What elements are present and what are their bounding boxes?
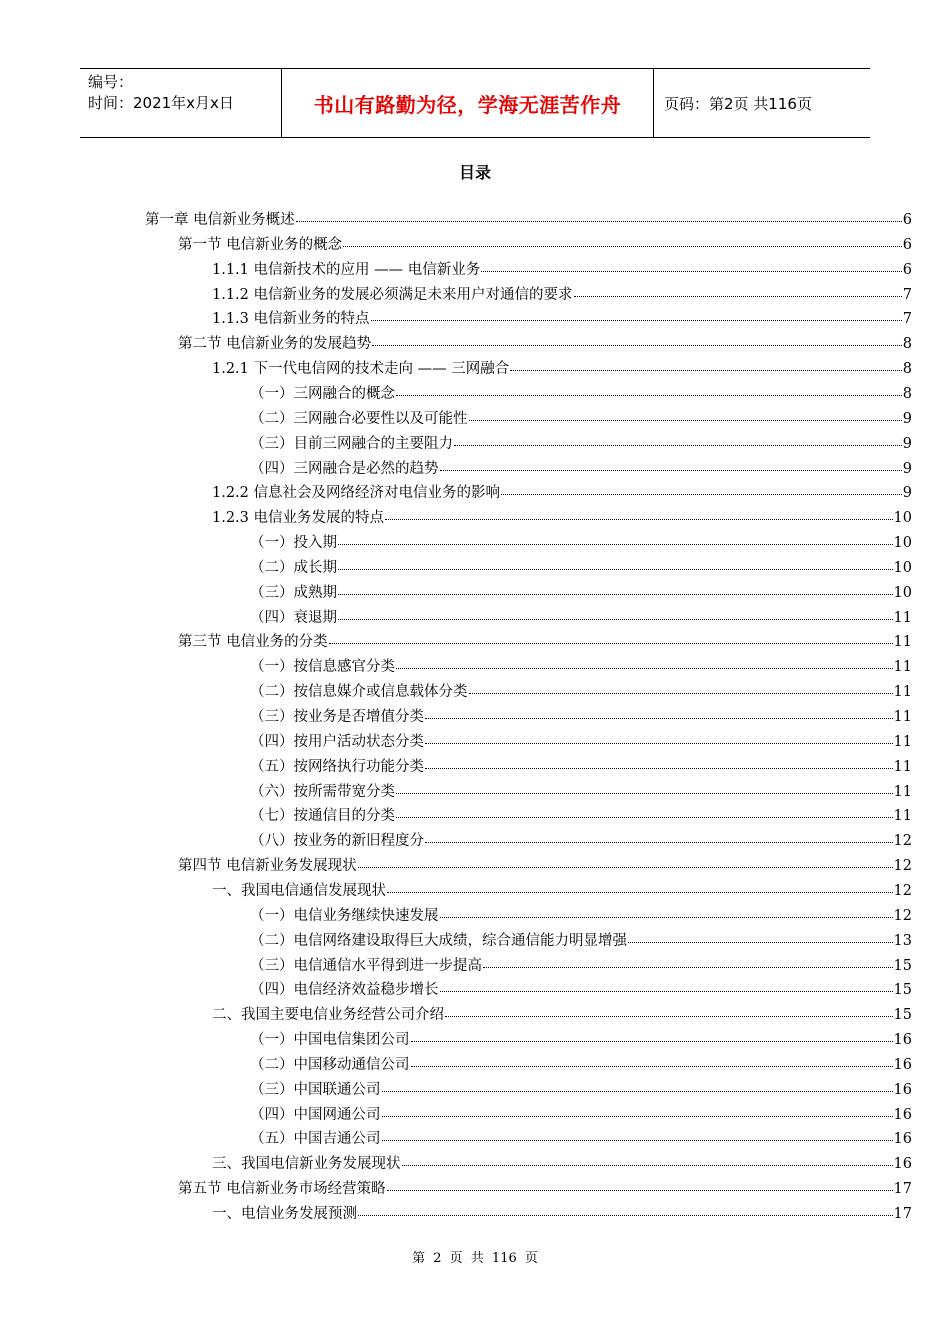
toc-entry-page: 16	[893, 1156, 912, 1173]
toc-entry-page: 12	[893, 858, 912, 875]
toc-entry[interactable]	[212, 283, 912, 308]
toc-leader-dots	[469, 420, 902, 421]
toc-leader-dots	[425, 718, 893, 719]
toc-entry-title: 第四节 电信新业务发展现状	[178, 858, 357, 875]
toc-entry-page: 10	[893, 584, 912, 601]
toc-entry-title: 1.2.3 电信业务发展的特点	[212, 510, 385, 527]
toc-leader-dots	[425, 842, 893, 843]
toc-entry-page: 9	[902, 460, 912, 477]
toc-leader-dots	[628, 942, 893, 943]
toc-entry[interactable]	[212, 506, 912, 531]
toc-entry[interactable]	[250, 978, 912, 1003]
header-page-info: 页码：第2页 共116页	[664, 94, 812, 113]
toc-entry-title: （一）电信业务继续快速发展	[250, 907, 439, 924]
toc-entry[interactable]	[178, 854, 912, 879]
toc-entry-page: 17	[893, 1206, 912, 1222]
toc-leader-dots	[425, 768, 893, 769]
toc-entry[interactable]	[250, 730, 912, 755]
toc-entry[interactable]	[145, 208, 912, 233]
toc-entry-title: 第三节 电信业务的分类	[178, 634, 328, 651]
toc-entry[interactable]	[250, 829, 912, 854]
toc-entry-page: 11	[893, 684, 912, 701]
toc-leader-dots	[396, 395, 902, 396]
toc-entry-page: 6	[902, 261, 912, 278]
toc-entry-page: 11	[893, 659, 912, 676]
toc-entry-title: 1.2.1 下一代电信网的技术走向 —— 三网融合	[212, 361, 510, 378]
toc-entry-title: 1.2.2 信息社会及网络经济对电信业务的影响	[212, 485, 501, 502]
toc-entry-title: （七）按通信目的分类	[250, 808, 395, 825]
toc-entry[interactable]	[250, 1053, 912, 1078]
header-motto: 书山有路勤为径，学海无涯苦作舟	[282, 69, 654, 137]
toc-entry[interactable]	[250, 407, 912, 432]
toc-entry-title: （二）按信息媒介或信息载体分类	[250, 684, 468, 701]
toc-entry-page: 15	[893, 957, 912, 974]
toc-entry-title: （三）中国联通公司	[250, 1081, 381, 1098]
toc-entry[interactable]	[250, 904, 912, 929]
toc-entry[interactable]	[250, 655, 912, 680]
toc-entry[interactable]	[178, 1177, 912, 1202]
toc-entry-title: （五）中国吉通公司	[250, 1131, 381, 1148]
toc-entry-page: 11	[893, 808, 912, 825]
toc-entry-title: 一、电信业务发展预测	[212, 1206, 357, 1222]
toc-entry-page: 7	[902, 311, 912, 328]
toc-entry[interactable]	[250, 1078, 912, 1103]
toc-entry-title: （四）按用户活动状态分类	[250, 733, 424, 750]
toc-entry[interactable]	[250, 705, 912, 730]
toc-entry-title: （三）按业务是否增值分类	[250, 709, 424, 725]
toc-leader-dots	[329, 643, 893, 644]
toc-entry-title: （四）中国网通公司	[250, 1106, 381, 1123]
toc-leader-dots	[396, 817, 893, 818]
toc-entry-title: 第一节 电信新业务的概念	[178, 236, 343, 253]
toc-entry-title: （四）电信经济效益稳步增长	[250, 982, 439, 999]
toc-entry-title: （二）三网融合必要性以及可能性	[250, 410, 468, 427]
toc-entry[interactable]	[250, 581, 912, 606]
toc-entry-title: （三）成熟期	[250, 584, 337, 601]
toc-leader-dots	[338, 569, 893, 570]
toc-entry-title: （三）电信通信水平得到进一步提高	[250, 957, 482, 974]
toc-entry-page: 12	[893, 907, 912, 924]
toc-entry-page: 17	[893, 1181, 912, 1198]
toc-entry[interactable]	[250, 1127, 912, 1152]
toc-leader-dots	[402, 1165, 893, 1166]
toc-leader-dots	[343, 246, 902, 247]
toc-leader-dots	[445, 1016, 893, 1017]
toc-entry-title: （一）中国电信集团公司	[250, 1032, 410, 1049]
toc-entry[interactable]	[250, 1103, 912, 1128]
toc-entry[interactable]	[250, 929, 912, 954]
toc-entry-page: 8	[902, 336, 912, 353]
toc-leader-dots	[338, 619, 893, 620]
toc-entry-title: 第一章 电信新业务概述	[145, 212, 295, 228]
toc-entry[interactable]	[212, 879, 912, 904]
toc-leader-dots	[411, 1041, 893, 1042]
toc-entry-title: 1.1.3 电信新业务的特点	[212, 311, 370, 328]
toc-entry-page: 15	[893, 982, 912, 999]
toc-entry-page: 11	[893, 758, 912, 775]
toc-entry-title: （一）按信息感官分类	[250, 659, 395, 676]
toc-entry[interactable]	[250, 382, 912, 407]
toc-entry-page: 11	[893, 783, 912, 800]
toc-entry[interactable]	[212, 357, 912, 382]
toc-leader-dots	[358, 867, 893, 868]
toc-entry-title: 第五节 电信新业务市场经营策略	[178, 1181, 386, 1198]
toc-entry-page: 16	[893, 1106, 912, 1123]
toc-entry-title: 一、我国电信通信发展现状	[212, 882, 386, 899]
toc-leader-dots	[382, 1091, 893, 1092]
document-number-label: 编号：	[88, 73, 134, 91]
toc-entry[interactable]	[178, 233, 912, 258]
toc-entry-title: （五）按网络执行功能分类	[250, 758, 424, 775]
toc-leader-dots	[385, 519, 893, 520]
toc-leader-dots	[510, 370, 902, 371]
toc-entry-page: 6	[902, 212, 912, 228]
toc-leader-dots	[358, 1215, 893, 1216]
toc-entry-page: 16	[893, 1056, 912, 1073]
toc-entry-page: 10	[893, 510, 912, 527]
toc-entry-title: 1.1.2 电信新业务的发展必须满足未来用户对通信的要求	[212, 286, 573, 303]
toc-leader-dots	[382, 1116, 893, 1117]
toc-leader-dots	[396, 668, 893, 669]
toc-entry[interactable]	[250, 556, 912, 581]
toc-entry-title: （六）按所需带宽分类	[250, 783, 395, 800]
toc-leader-dots	[371, 320, 902, 321]
toc-leader-dots	[296, 221, 902, 222]
toc-entry-title: （二）成长期	[250, 559, 337, 576]
toc-entry-page: 11	[893, 609, 912, 626]
toc-entry-page: 7	[902, 286, 912, 303]
toc-leader-dots	[481, 271, 902, 272]
toc-entry-page: 10	[893, 559, 912, 576]
toc-leader-dots	[338, 544, 893, 545]
toc-entry[interactable]	[212, 258, 912, 283]
toc-entry[interactable]	[250, 780, 912, 805]
toc-entry-page: 11	[893, 709, 912, 725]
toc-leader-dots	[387, 1190, 893, 1191]
toc-entry-title: 第二节 电信新业务的发展趋势	[178, 336, 372, 353]
toc-entry[interactable]	[212, 481, 912, 506]
toc-entry-page: 6	[902, 236, 912, 253]
toc-entry-page: 8	[902, 361, 912, 378]
toc-entry-title: （一）投入期	[250, 535, 337, 552]
toc-entry-title: （一）三网融合的概念	[250, 385, 395, 402]
toc-entry[interactable]	[250, 457, 912, 482]
toc-entry[interactable]	[250, 755, 912, 780]
toc-entry[interactable]	[212, 1152, 912, 1177]
toc-entry-title: （八）按业务的新旧程度分	[250, 833, 424, 850]
toc-entry-page: 15	[893, 1007, 912, 1024]
toc-entry-page: 11	[893, 733, 912, 750]
toc-entry-page: 9	[902, 435, 912, 452]
toc-entry[interactable]	[250, 432, 912, 457]
toc-leader-dots	[411, 1066, 893, 1067]
toc-leader-dots	[501, 494, 902, 495]
toc-entry-page: 12	[893, 882, 912, 899]
toc-entry-page: 13	[893, 932, 912, 949]
toc-entry-title: （二）中国移动通信公司	[250, 1056, 410, 1073]
toc-leader-dots	[387, 892, 893, 893]
toc-entry[interactable]	[250, 680, 912, 705]
toc-leader-dots	[372, 345, 902, 346]
toc-title: 目录	[458, 163, 491, 182]
page-footer: 第 2 页 共 116 页	[412, 1251, 538, 1266]
toc-entry[interactable]	[178, 630, 912, 655]
toc-entry[interactable]	[178, 332, 912, 357]
toc-leader-dots	[574, 296, 902, 297]
toc-entry[interactable]	[250, 804, 912, 829]
toc-leader-dots	[469, 693, 893, 694]
toc-entry-title: （三）目前三网融合的主要阻力	[250, 435, 453, 452]
toc-entry-title: （四）衰退期	[250, 609, 337, 626]
toc-leader-dots	[425, 743, 893, 744]
toc-leader-dots	[440, 917, 893, 918]
page-header	[80, 68, 870, 138]
toc-entry-title: （四）三网融合是必然的趋势	[250, 460, 439, 477]
toc-entry-title: 二、我国主要电信业务经营公司介绍	[212, 1007, 444, 1024]
toc-leader-dots	[440, 991, 893, 992]
toc-entry[interactable]	[250, 954, 912, 979]
toc-entry-page: 12	[893, 833, 912, 850]
toc-entry-page: 16	[893, 1032, 912, 1049]
toc-entry[interactable]	[250, 531, 912, 556]
toc-leader-dots	[338, 594, 893, 595]
toc-entry-page: 11	[893, 634, 912, 651]
toc-entry-page: 9	[902, 485, 912, 502]
document-date: 时间：2021年x月x日	[88, 94, 234, 112]
toc-entry-title: 1.1.1 电信新技术的应用 —— 电信新业务	[212, 261, 481, 278]
toc-leader-dots	[382, 1140, 893, 1141]
toc-entry-page: 16	[893, 1081, 912, 1098]
toc-leader-dots	[396, 793, 893, 794]
toc-leader-dots	[440, 470, 902, 471]
toc-entry-page: 16	[893, 1131, 912, 1148]
toc-entry-page: 9	[902, 410, 912, 427]
toc-entry-page: 10	[893, 535, 912, 552]
toc-leader-dots	[454, 445, 902, 446]
toc-entry[interactable]	[212, 307, 912, 332]
toc-entry-title: （二）电信网络建设取得巨大成绩，综合通信能力明显增强	[250, 932, 627, 949]
toc-entry[interactable]	[250, 606, 912, 631]
toc-entry[interactable]	[250, 1028, 912, 1053]
toc-leader-dots	[483, 967, 893, 968]
header-meta	[80, 69, 282, 137]
toc-entry[interactable]	[212, 1202, 912, 1227]
toc-entry-page: 8	[902, 385, 912, 402]
toc-entry-title: 三、我国电信新业务发展现状	[212, 1156, 401, 1173]
toc-entry[interactable]	[212, 1003, 912, 1028]
